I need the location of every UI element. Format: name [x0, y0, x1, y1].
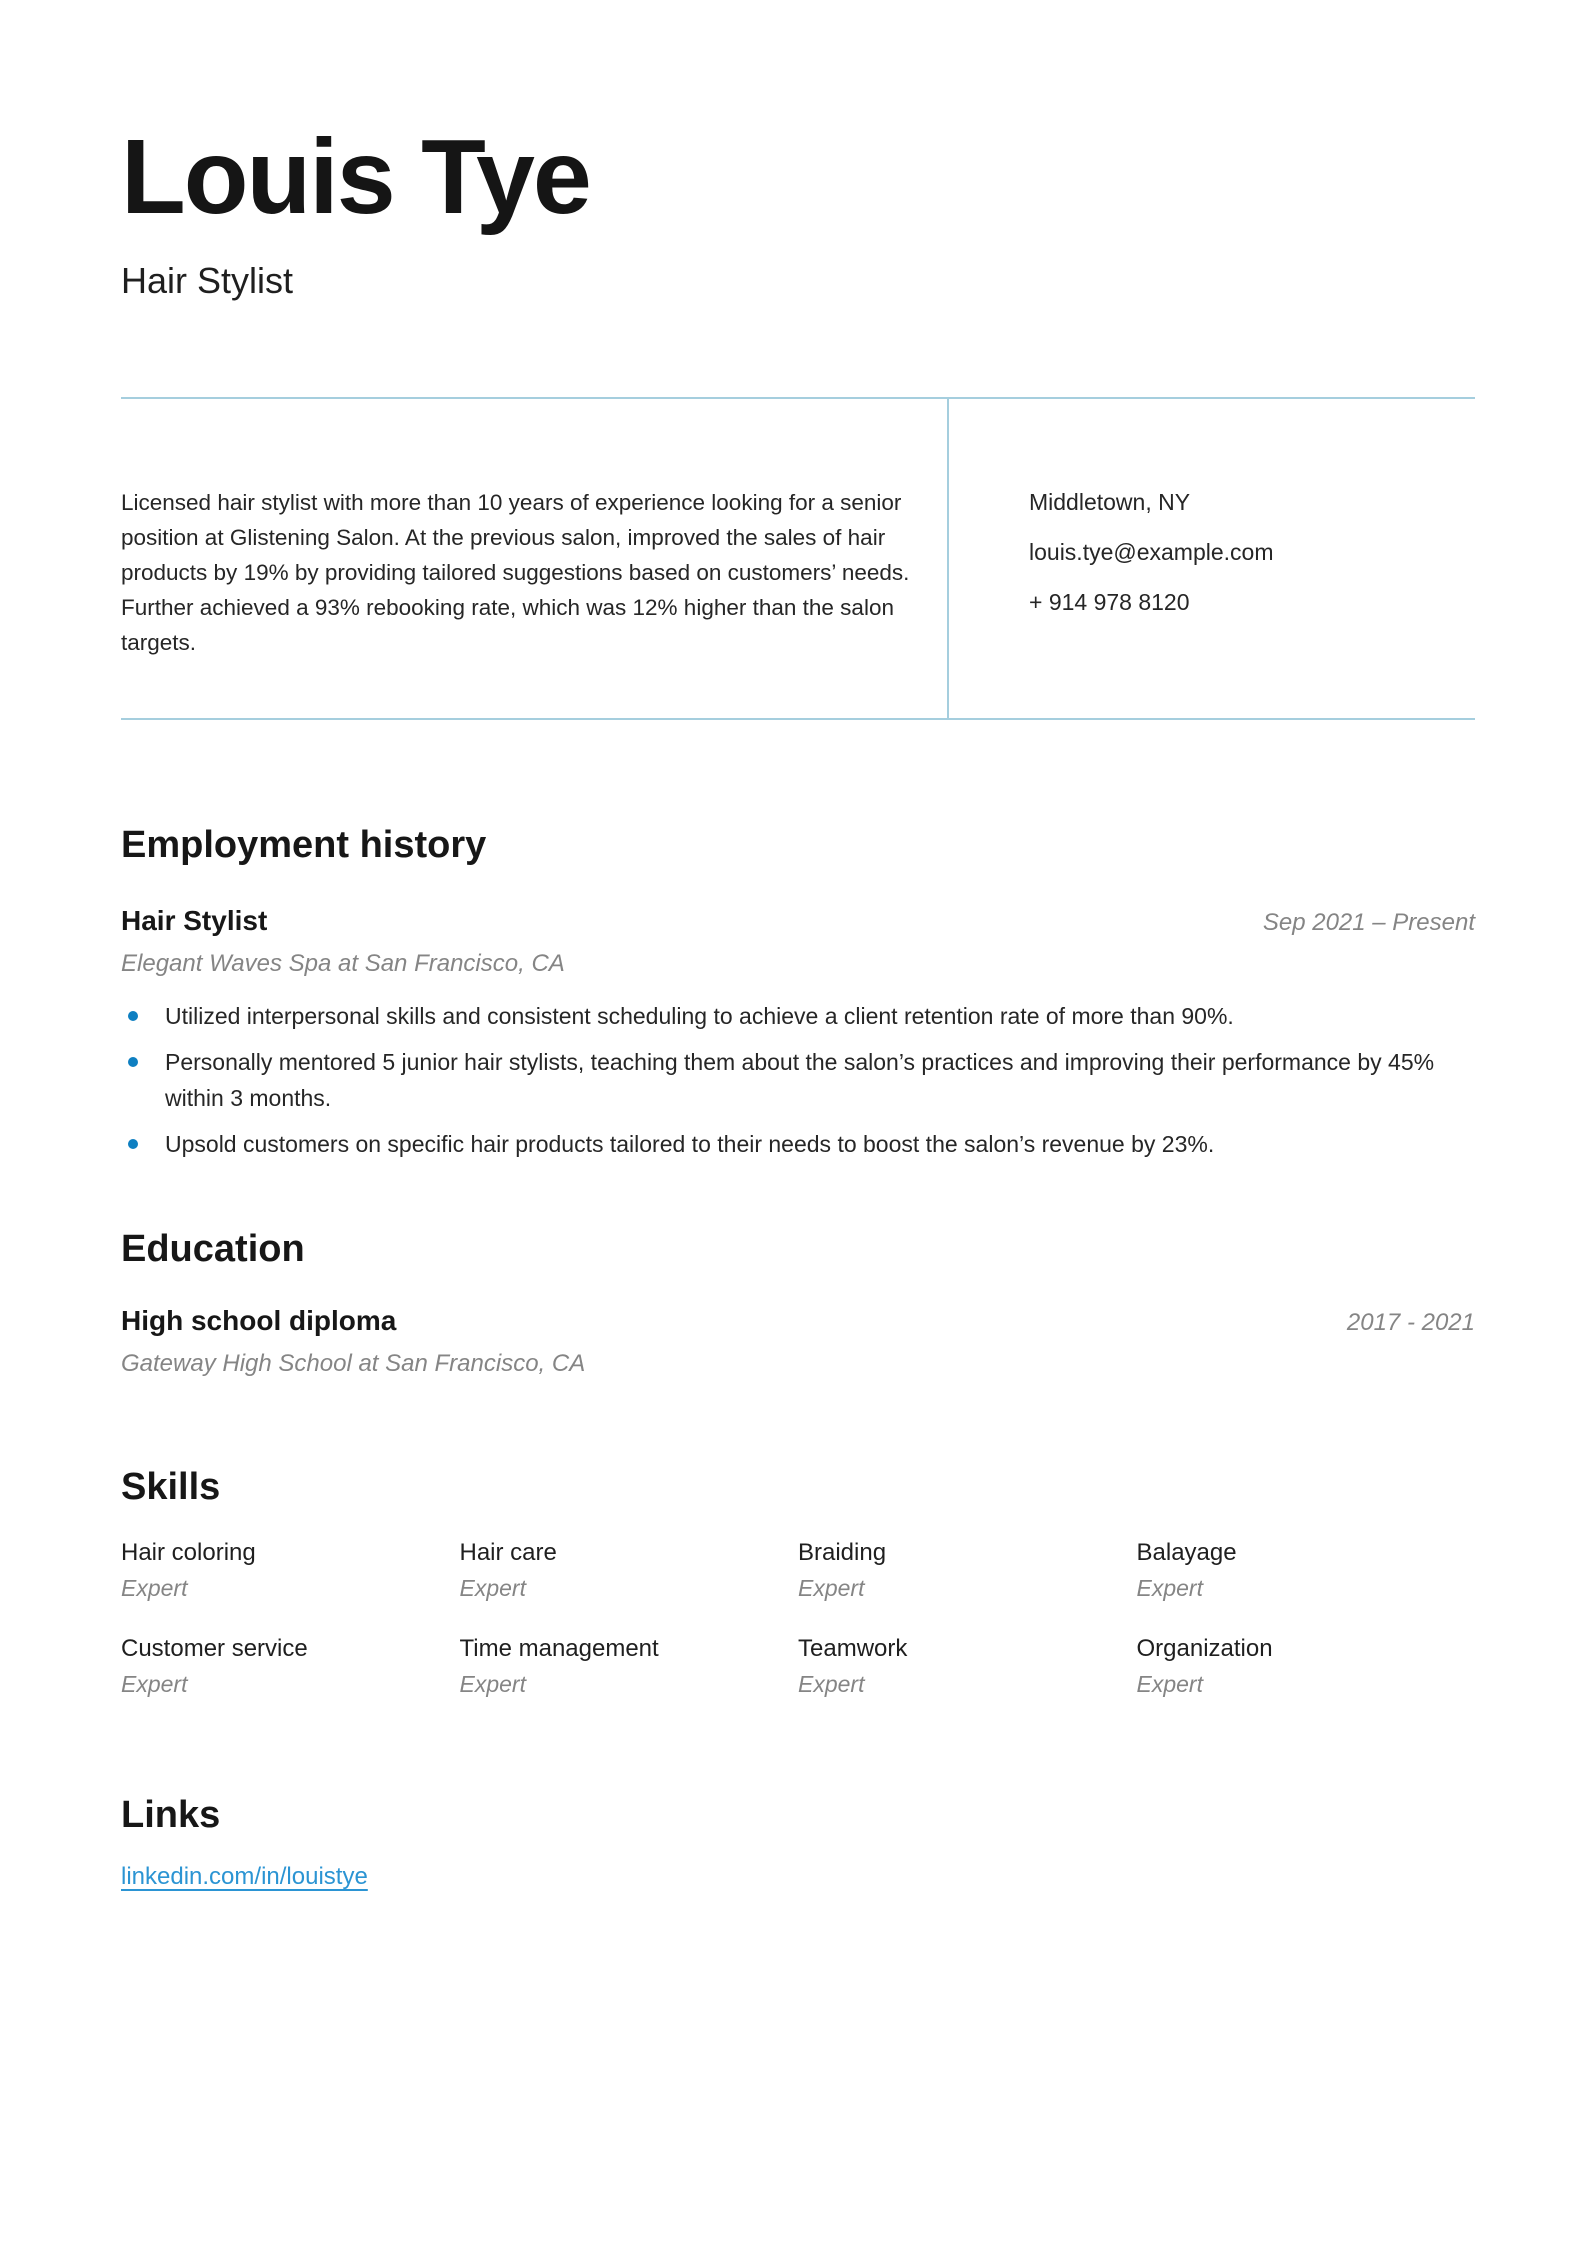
employment-history-section	[121, 822, 1475, 1162]
skill-name: Customer service	[121, 1634, 308, 1662]
skill-item	[460, 1538, 799, 1602]
contact-column	[949, 399, 1475, 718]
contact-location: Middletown, NY	[1029, 488, 1191, 515]
education-entry-title: High school diploma	[121, 1304, 397, 1336]
summary-column	[121, 399, 949, 718]
skill-level: Expert	[1136, 1670, 1203, 1697]
skill-level: Expert	[798, 1670, 865, 1697]
employment-bullet-list	[121, 998, 1475, 1162]
contact-phone: + 914 978 8120	[1029, 588, 1190, 615]
profile-summary: Licensed hair stylist with more than 10 years of experience looking for a senior position at Glistening Salon. At the previous salon, improved the sales of hair products by 19% by providing tailored suggestions based on customers’ needs. Further achieved a 93% rebooking rate, which was 12% higher than the salon targets.	[121, 489, 910, 655]
bullet-item: Personally mentored 5 junior hair stylists, teaching them about the salon’s practices and improving their performance by 45% within 3 months.	[121, 1044, 1475, 1116]
contact-email: louis.tye@example.com	[1029, 538, 1274, 565]
skill-level: Expert	[121, 1670, 188, 1697]
skill-name: Braiding	[798, 1538, 887, 1566]
skill-item	[121, 1634, 460, 1698]
skill-item	[1137, 1634, 1476, 1698]
skill-level: Expert	[121, 1574, 188, 1601]
skill-name: Hair coloring	[121, 1538, 256, 1566]
employment-entry-employer: Elegant Waves Spa at San Francisco, CA	[121, 949, 565, 977]
employment-history-heading: Employment history	[121, 823, 487, 866]
education-entry-dates: 2017 - 2021	[1346, 1308, 1475, 1336]
skill-name: Balayage	[1136, 1538, 1237, 1566]
links-heading: Links	[121, 1793, 221, 1836]
education-section	[121, 1226, 1475, 1380]
links-section	[121, 1792, 1475, 1892]
candidate-name: Louis Tye	[121, 118, 590, 236]
skill-name: Teamwork	[798, 1634, 908, 1662]
skill-item	[798, 1634, 1137, 1698]
education-entry	[121, 1304, 1475, 1380]
skill-item	[121, 1538, 460, 1602]
skills-grid	[121, 1538, 1475, 1698]
skill-name: Time management	[459, 1634, 659, 1662]
candidate-job-title: Hair Stylist	[121, 259, 294, 301]
intro-block	[121, 397, 1475, 720]
skill-item	[1137, 1538, 1476, 1602]
skill-item	[460, 1634, 799, 1698]
employment-entry-header	[121, 904, 1475, 940]
education-entry-header	[121, 1304, 1475, 1340]
education-entry-school: Gateway High School at San Francisco, CA	[121, 1349, 586, 1377]
skills-heading: Skills	[121, 1465, 221, 1508]
education-heading: Education	[121, 1227, 305, 1270]
skill-name: Hair care	[459, 1538, 557, 1566]
bullet-item: Upsold customers on specific hair products tailored to their needs to boost the salon’s revenue by 23%.	[121, 1126, 1475, 1162]
skill-item	[798, 1538, 1137, 1602]
skill-level: Expert	[459, 1574, 526, 1601]
employment-entry-title: Hair Stylist	[121, 904, 268, 936]
skill-level: Expert	[459, 1670, 526, 1697]
linkedin-link[interactable]: linkedin.com/in/louistye	[121, 1862, 368, 1890]
skills-section	[121, 1464, 1475, 1698]
skill-level: Expert	[1136, 1574, 1203, 1601]
employment-entry	[121, 904, 1475, 1162]
skill-name: Organization	[1136, 1634, 1273, 1662]
bullet-item: Utilized interpersonal skills and consistent scheduling to achieve a client retention rate of more than 90%.	[121, 998, 1475, 1034]
employment-entry-dates: Sep 2021 – Present	[1262, 908, 1475, 936]
skill-level: Expert	[798, 1574, 865, 1601]
